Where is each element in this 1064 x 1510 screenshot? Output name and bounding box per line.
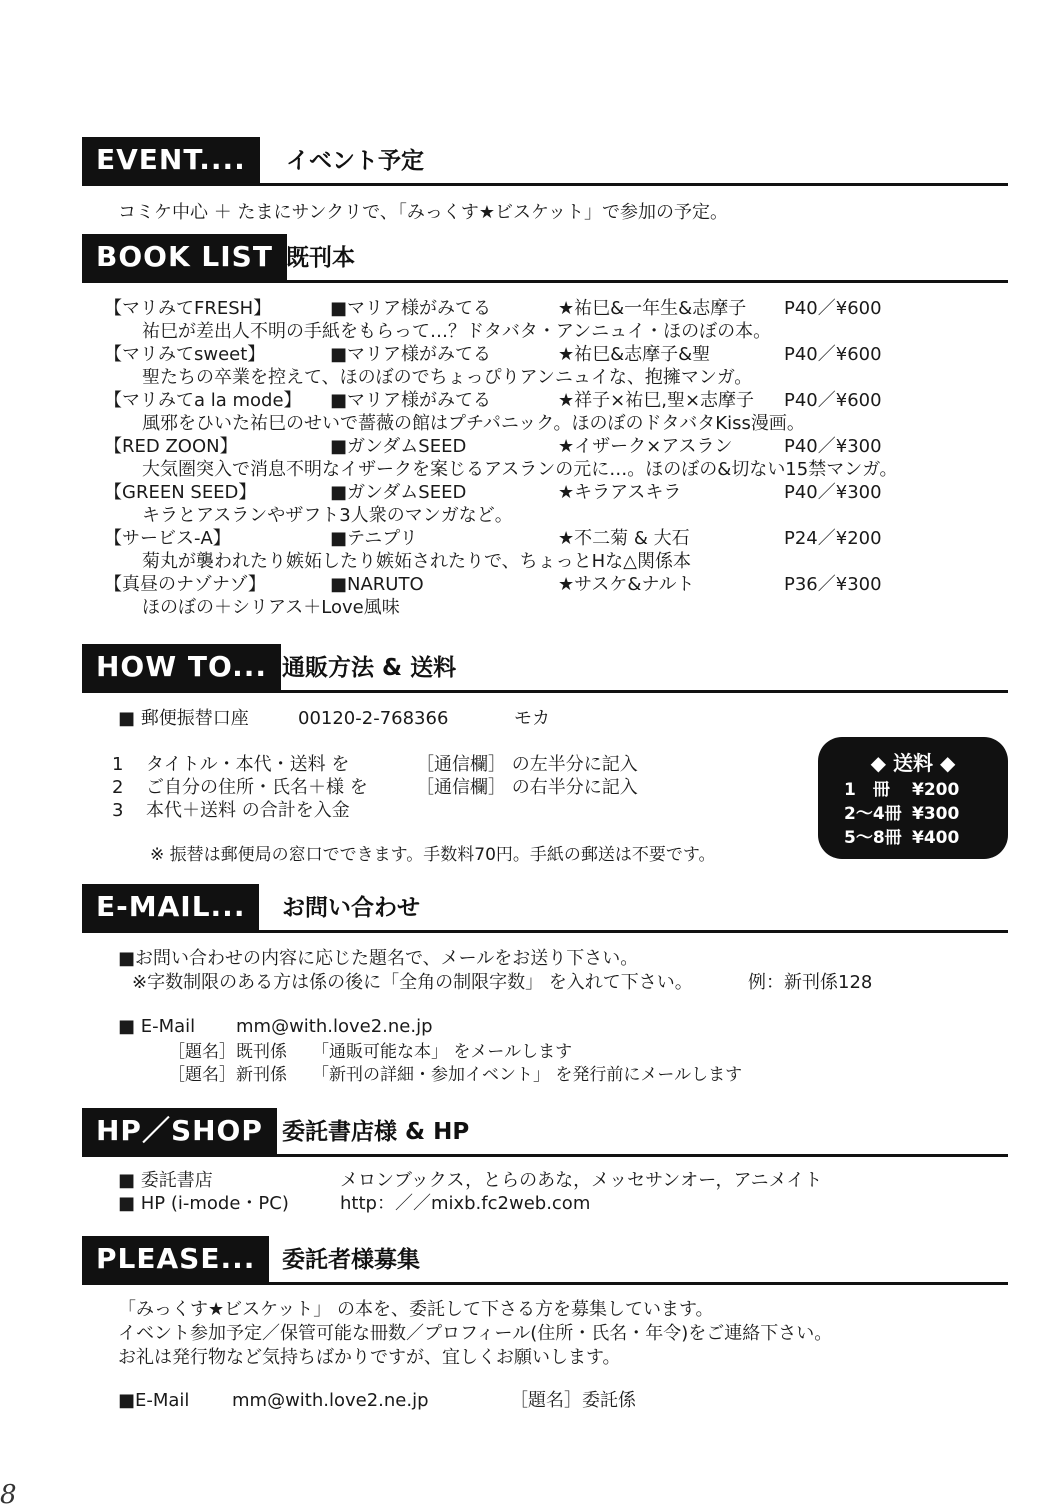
email-subject-tag: ［題名］既刊係 [168,1042,287,1062]
email-subject-tag: ［題名］新刊係 [168,1065,287,1085]
book-chars: ★不二菊 & 大石 [558,528,690,549]
email-note: ※字数制限のある方は係の後に「全角の制限字数」 を入れて下さい。 [132,972,693,993]
book-title: 【サービス-A】 [104,528,231,549]
shop-label: ■ 委託書店 [118,1170,213,1191]
howto-header [82,644,1008,693]
book-title: 【マリみてa la mode】 [104,390,302,411]
book-description: 祐巳が差出人不明の手紙をもらって…？ドタバタ・アンニュイ・ほのぼの本。 [142,321,772,342]
book-series: ■ガンダムSEED [330,436,467,457]
howto-note: ※ 振替は郵便局の窓口でできます。手数料70円。手紙の郵送は不要です。 [150,845,716,865]
please-email-address[interactable]: mm@with.love2.ne.jp [232,1390,429,1411]
booklist-header [82,234,1008,283]
book-description: ほのぼの＋シリアス＋Love風味 [142,597,400,618]
shipping-qty: 5～8冊 [844,828,902,848]
book-series: ■ガンダムSEED [330,482,467,503]
booklist-tag: BOOK LIST [82,234,287,280]
email-tag: E-MAIL... [82,884,259,930]
email-address[interactable]: mm@with.love2.ne.jp [236,1016,433,1037]
hp-url[interactable]: http：／／mixb.fc2web.com [340,1193,591,1214]
book-description: 聖たちの卒業を控えて、ほのぼのでちょっぴりアンニュイな、抱擁マンガ。 [142,367,753,388]
howto-tag: HOW TO... [82,644,281,690]
book-chars: ★キラアスキラ [558,482,682,503]
shipping-price: ¥400 [912,828,960,848]
book-title: 【マリみてsweet】 [104,344,266,365]
shipping-row [844,779,959,801]
book-description: 菊丸が襲われたり嫉妬したり嫉妬されたりで、ちょっとHな△関係本 [142,551,692,572]
please-tag: PLEASE... [82,1236,269,1282]
please-email-label: ■E-Mail [118,1390,190,1411]
step-text: 本代＋送料 の合計を入金 [146,800,350,821]
shop-value: メロンブックス，とらのあな，メッセサンオー，アニメイト [340,1170,823,1191]
shipping-price: ¥300 [912,804,960,824]
please-line-2: イベント参加予定／保管可能な冊数／プロフィール(住所・氏名・年令)をご連絡下さい。 [118,1323,833,1344]
book-price: P24／¥200 [784,528,882,549]
hpshop-subtitle: 委託書店様 & HP [282,1119,470,1145]
book-chars: ★イザーク×アスラン [558,436,733,457]
book-series: ■マリア様がみてる [330,390,492,411]
book-title: 【マリみてFRESH】 [104,298,272,319]
please-header [82,1236,1008,1285]
account-number: 00120-2-768366 [298,708,449,729]
event-tag: EVENT.... [82,137,260,183]
book-title: 【RED ZOON】 [104,436,238,457]
please-email-subject: ［題名］委託係 [510,1390,636,1411]
book-price: P36／¥300 [784,574,882,595]
shipping-row [844,827,959,849]
shipping-price: ¥200 [912,780,960,800]
email-subject-desc: 「新刊の詳細・参加イベント」 を発行前にメールします [312,1065,743,1085]
book-title: 【真昼のナゾナゾ】 [104,574,266,595]
booklist-subtitle: 既刊本 [286,245,355,271]
event-subtitle: イベント予定 [286,148,424,174]
hp-label: ■ HP (i-mode・PC) [118,1193,289,1214]
step-field: ［通信欄］ の右半分に記入 [416,777,638,798]
please-line-3: お礼は発行物など気持ちばかりですが、宜しくお願いします。 [118,1347,621,1368]
book-description: キラとアスランやザフト3人衆のマンガなど。 [142,505,513,526]
book-description: 風邪をひいた祐巳のせいで薔薇の館はプチパニック。ほのぼのドタバタKiss漫画。 [142,413,805,434]
step-num: 3 [112,800,124,821]
hpshop-tag: HP／SHOP [82,1108,277,1154]
book-price: P40／¥300 [784,482,882,503]
book-title: 【GREEN SEED】 [104,482,257,503]
book-chars: ★サスケ&ナルト [558,574,695,595]
book-series: ■NARUTO [330,574,424,595]
book-price: P40／¥600 [784,390,882,411]
email-subject-desc: 「通販可能な本」 をメールします [312,1042,573,1062]
book-series: ■マリア様がみてる [330,344,492,365]
shipping-title: ◆ 送料 ◆ [870,751,956,775]
book-price: P40／¥300 [784,436,882,457]
book-chars: ★祐巳&一年生&志摩子 [558,298,747,319]
book-series: ■マリア様がみてる [330,298,492,319]
email-example: 例：新刊係128 [748,972,873,993]
step-num: 1 [112,754,124,775]
step-field: ［通信欄］ の左半分に記入 [416,754,638,775]
book-chars: ★祥子×祐巳,聖×志摩子 [558,390,755,411]
book-price: P40／¥600 [784,298,882,319]
please-line-1: 「みっくす★ビスケット」 の本を、委託して下さる方を募集しています。 [118,1299,714,1320]
step-num: 2 [112,777,124,798]
email-header [82,884,1008,933]
please-subtitle: 委託者様募集 [282,1247,420,1273]
page-number: 8 [0,1480,17,1510]
step-text: ご自分の住所・氏名＋様 を [146,777,368,798]
event-header [82,137,1008,186]
shipping-qty: 2～4冊 [844,804,902,824]
shipping-box [818,737,1008,859]
step-text: タイトル・本代・送料 を [146,754,350,775]
shipping-qty: 1 冊 [844,780,890,800]
book-description: 大気圏突入で消息不明なイザークを案じるアスランの元に…。ほのぼの&切ない15禁マンガ。 [142,459,898,480]
email-instruction: ■お問い合わせの内容に応じた題名で、メールをお送り下さい。 [118,948,639,969]
email-label: ■ E-Mail [118,1016,196,1037]
book-price: P40／¥600 [784,344,882,365]
book-chars: ★祐巳&志摩子&聖 [558,344,711,365]
account-name: モカ [514,708,550,729]
email-subtitle: お問い合わせ [282,895,420,921]
howto-subtitle: 通販方法 & 送料 [282,655,457,681]
hpshop-header [82,1108,1008,1157]
event-text: コミケ中心 ＋ たまにサンクリで、「みっくす★ビスケット」で参加の予定。 [118,202,729,223]
book-series: ■テニプリ [330,528,418,549]
shipping-row [844,803,959,825]
account-label: ■ 郵便振替口座 [118,708,249,729]
